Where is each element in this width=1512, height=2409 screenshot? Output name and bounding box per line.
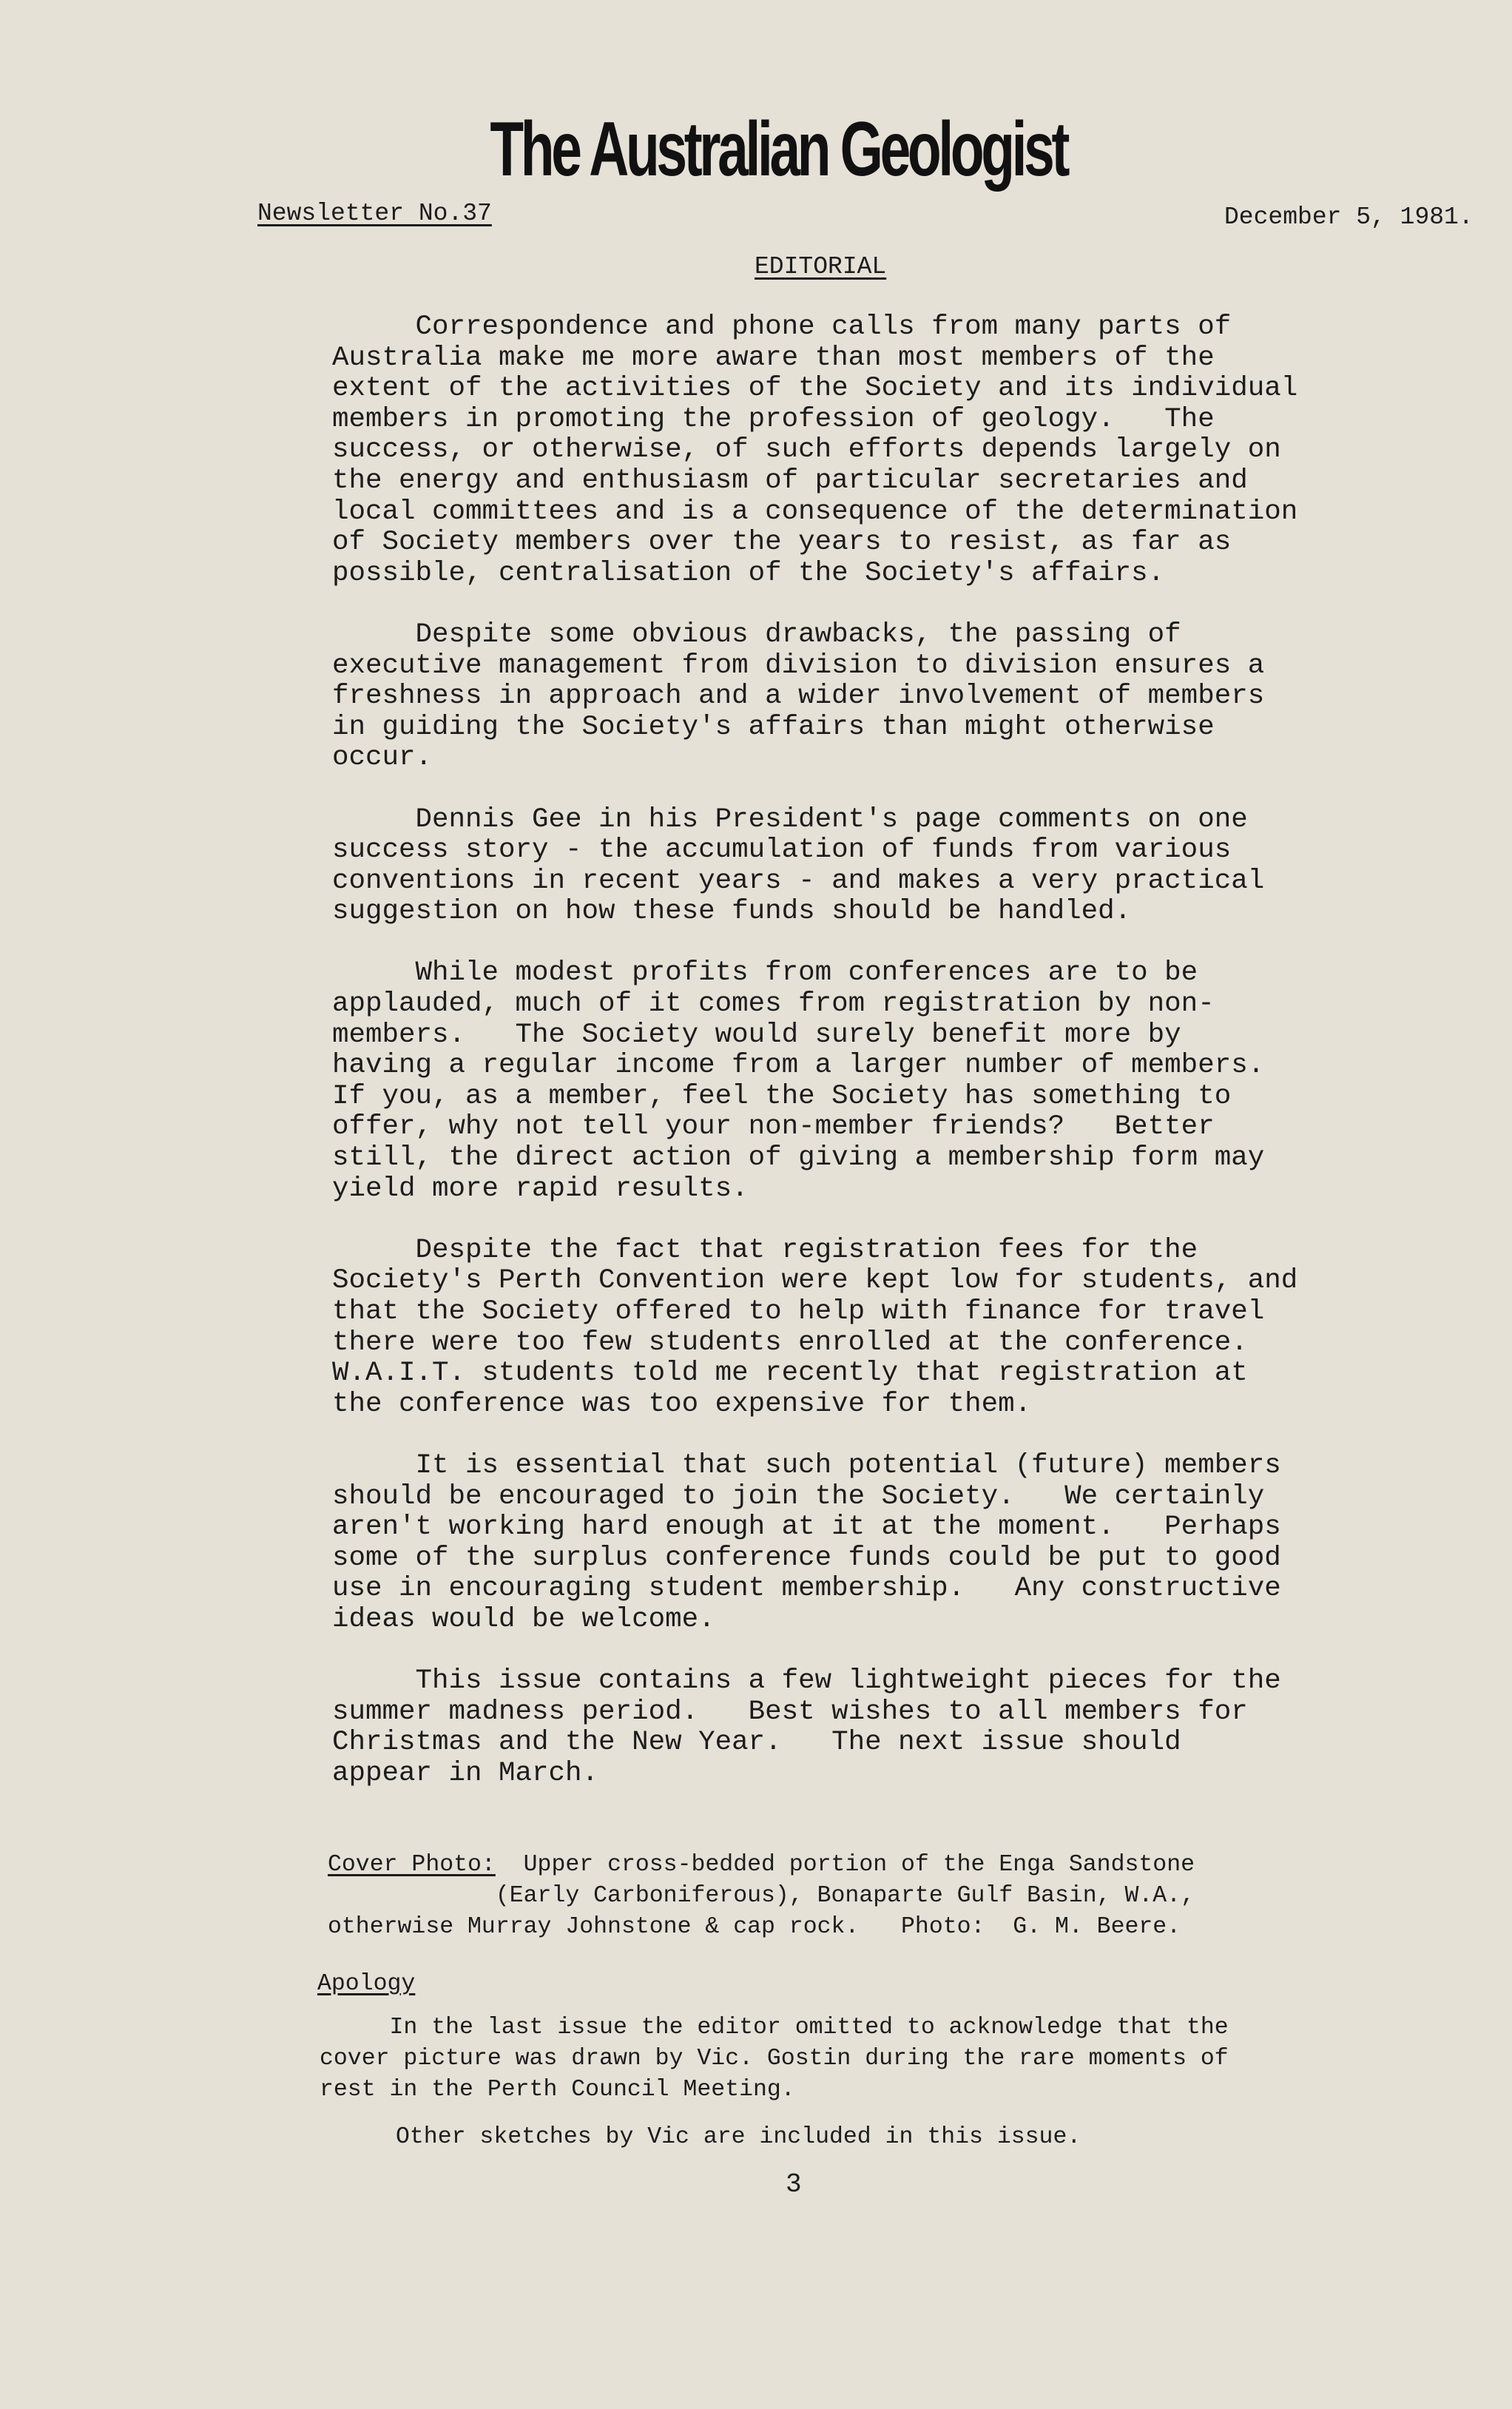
editorial-paragraph: It is essential that such potential (future) members should be encouraged to join the Society. We certainly aren't working hard enough at it at the moment. Perhaps some of the surplus conference funds could be put to good use in encouraging student membership. Any constructive ideas would be welcome. (332, 1449, 1281, 1635)
cover-photo-caption (328, 1850, 1195, 1943)
cover-photo-line2: (Early Carboniferous), Bonaparte Gulf Basin, W.A., (328, 1883, 1195, 1909)
editorial-paragraph: While modest profits from conferences are to be applauded, much of it comes from registration by non- members. The Society would surely benefit more by having a regular income from a larger number of members. If you, as a member, feel the Society has something to offer, why not tell your non-member friends? Better still, the direct action of giving a membership form may yield more rapid results. (332, 957, 1265, 1204)
newsletter-number: Newsletter No.37 (257, 200, 492, 227)
editorial-paragraph: Despite the fact that registration fees for the Society's Perth Convention were kept low for students, and that the Society offered to help with finance for travel there were too few students enrolled at the conference. W.A.I.T. students told me recently that registration at the conference was too expensive for them. (332, 1234, 1298, 1420)
issue-date: December 5, 1981. (1224, 203, 1474, 231)
apology-extra-text: Other sketches by Vic are included in this issue. (396, 2124, 1081, 2150)
apology-text: In the last issue the editor omitted to acknowledge that the cover picture was drawn by Vic. Gostin during the rare moments of rest in the Perth Council Meeting. (320, 2015, 1229, 2103)
cover-photo-line3: otherwise Murray Johnstone & cap rock. Photo: G. M. Beere. (328, 1914, 1181, 1940)
editorial-heading: EDITORIAL (755, 253, 887, 280)
page-number: 3 (786, 2169, 802, 2200)
apology-heading: Apology (317, 1971, 416, 1997)
editorial-paragraph: This issue contains a few lightweight pieces for the summer madness period. Best wishes to all members for Christmas and the New Year. The next issue should appear in March. (332, 1665, 1281, 1789)
editorial-paragraph: Dennis Gee in his President's page comments on one success story - the accumulation of funds from various conventions in recent years - and makes a very practical suggestion on how these funds should be handled. (332, 803, 1265, 928)
masthead-title: The Australian Geologist (490, 107, 1067, 192)
cover-photo-line1: Upper cross-bedded portion of the Enga Sandstone (495, 1852, 1195, 1878)
editorial-paragraph: Correspondence and phone calls from many parts of Australia make me more aware than most members of the extent of the activities of the Society and its individual members in promoting the profession of geology. The success, or otherwise, of such efforts depends largely on the energy and enthusiasm of particular secretaries and local committees and is a consequence of the determination of Society members over the years to resist, as far as possible, centralisation of the Society's affairs. (332, 311, 1298, 589)
editorial-paragraph: Despite some obvious drawbacks, the passing of executive management from division to division ensures a freshness in approach and a wider involvement of members in guiding the Society's affairs than might otherwise occur. (332, 619, 1265, 774)
cover-photo-label: Cover Photo: (328, 1852, 496, 1878)
editorial-body (332, 312, 1442, 1820)
